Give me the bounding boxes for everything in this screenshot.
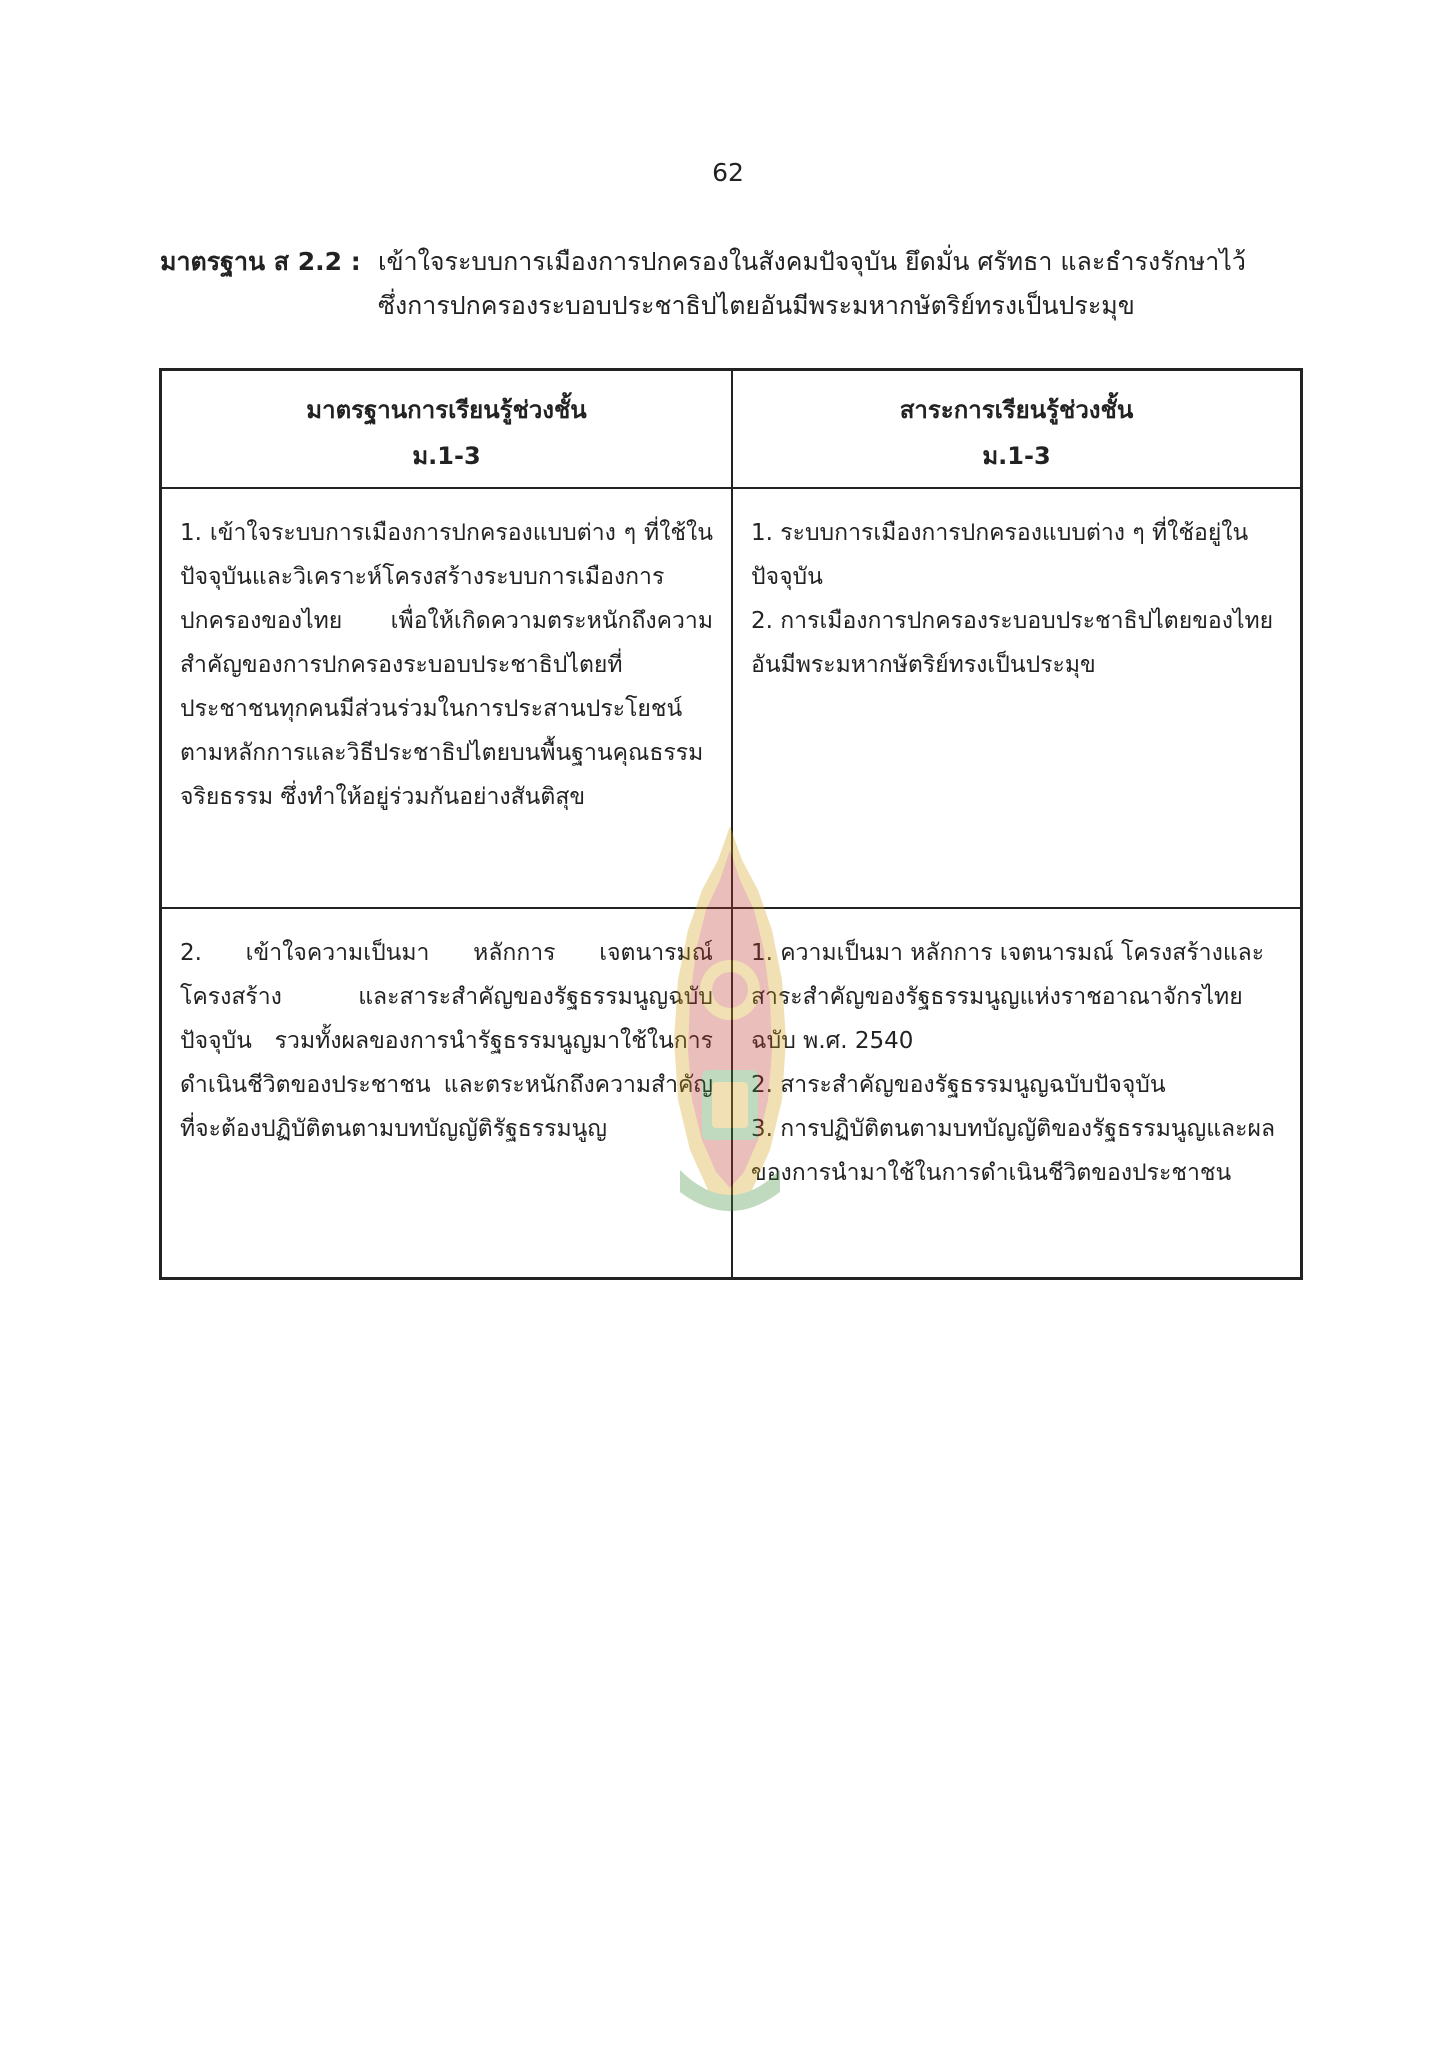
table-header-row: [162, 371, 1300, 487]
standard-description: [378, 240, 1312, 328]
standard-item: 1. เข้าใจระบบการเมืองการปกครองแบบต่าง ๆ ที่ใช้ในปัจจุบันและวิเคราะห์โครงสร้างระบบการเมืองการปกครองของไทย เพื่อให้เกิดความตระหนักถึงความสำคัญของการปกครองระบอบประชาธิปไตยที่ประชาชนทุกคนมีส่วนร่วมในการประสานประโยชน์ตามหลักการและวิธีประชาธิปไตยบนพื้นฐานคุณธรรม จริยธรรม ซึ่งทำให้อยู่ร่วมกันอย่างสันติสุข: [180, 520, 713, 810]
standard-code: มาตรฐาน ส 2.2 :: [160, 247, 361, 276]
header-grade-level: ม.1-3: [982, 442, 1051, 470]
content-item: 1. ความเป็นมา หลักการ เจตนารมณ์ โครงสร้างและสาระสำคัญของรัฐธรรมนูญแห่งราชอาณาจักรไทย ฉบับ พ.ศ. 2540: [751, 940, 1265, 1054]
standards-table: [159, 368, 1303, 1280]
header-learning-standards: [162, 371, 731, 487]
header-learning-content: [731, 371, 1300, 487]
standard-description-line: ซึ่งการปกครองระบอบประชาธิปไตยอันมีพระมหากษัตริย์ทรงเป็นประมุข: [378, 291, 1135, 320]
standard-cell: [162, 909, 731, 1277]
content-cell: [731, 909, 1300, 1277]
header-title: มาตรฐานการเรียนรู้ช่วงชั้น: [306, 396, 587, 424]
content-item: 1. ระบบการเมืองการปกครองแบบต่าง ๆ ที่ใช้อยู่ในปัจจุบัน: [751, 520, 1249, 590]
content-cell: [731, 489, 1300, 907]
content-item: 3. การปฏิบัติตนตามบทบัญญัติของรัฐธรรมนูญและผลของการนำมาใช้ในการดำเนินชีวิตของประชาชน: [751, 1116, 1276, 1186]
content-item: 2. สาระสำคัญของรัฐธรรมนูญฉบับปัจจุบัน: [751, 1072, 1166, 1098]
header-title: สาระการเรียนรู้ช่วงชั้น: [899, 396, 1134, 424]
table-row: [162, 487, 1300, 907]
header-grade-level: ม.1-3: [412, 442, 481, 470]
table-row: [162, 907, 1300, 1277]
standard-cell: [162, 489, 731, 907]
standard-item: 2. เข้าใจความเป็นมา หลักการ เจตนารมณ์ โครงสร้าง และสาระสำคัญของรัฐธรรมนูญฉบับปัจจุบัน รวมทั้งผลของการนำรัฐธรรมนูญมาใช้ในการดำเนินชีวิตของประชาชน และตระหนักถึงความสำคัญที่จะต้องปฏิบัติตนตามบทบัญญัติรัฐธรรมนูญ: [180, 940, 713, 1142]
page-number: 62: [712, 158, 744, 187]
content-item: 2. การเมืองการปกครองระบอบประชาธิปไตยของไทยอันมีพระมหากษัตริย์ทรงเป็นประมุข: [751, 608, 1274, 678]
standard-description-line: เข้าใจระบบการเมืองการปกครองในสังคมปัจจุบัน ยึดมั่น ศรัทธา และธำรงรักษาไว้: [378, 247, 1246, 276]
